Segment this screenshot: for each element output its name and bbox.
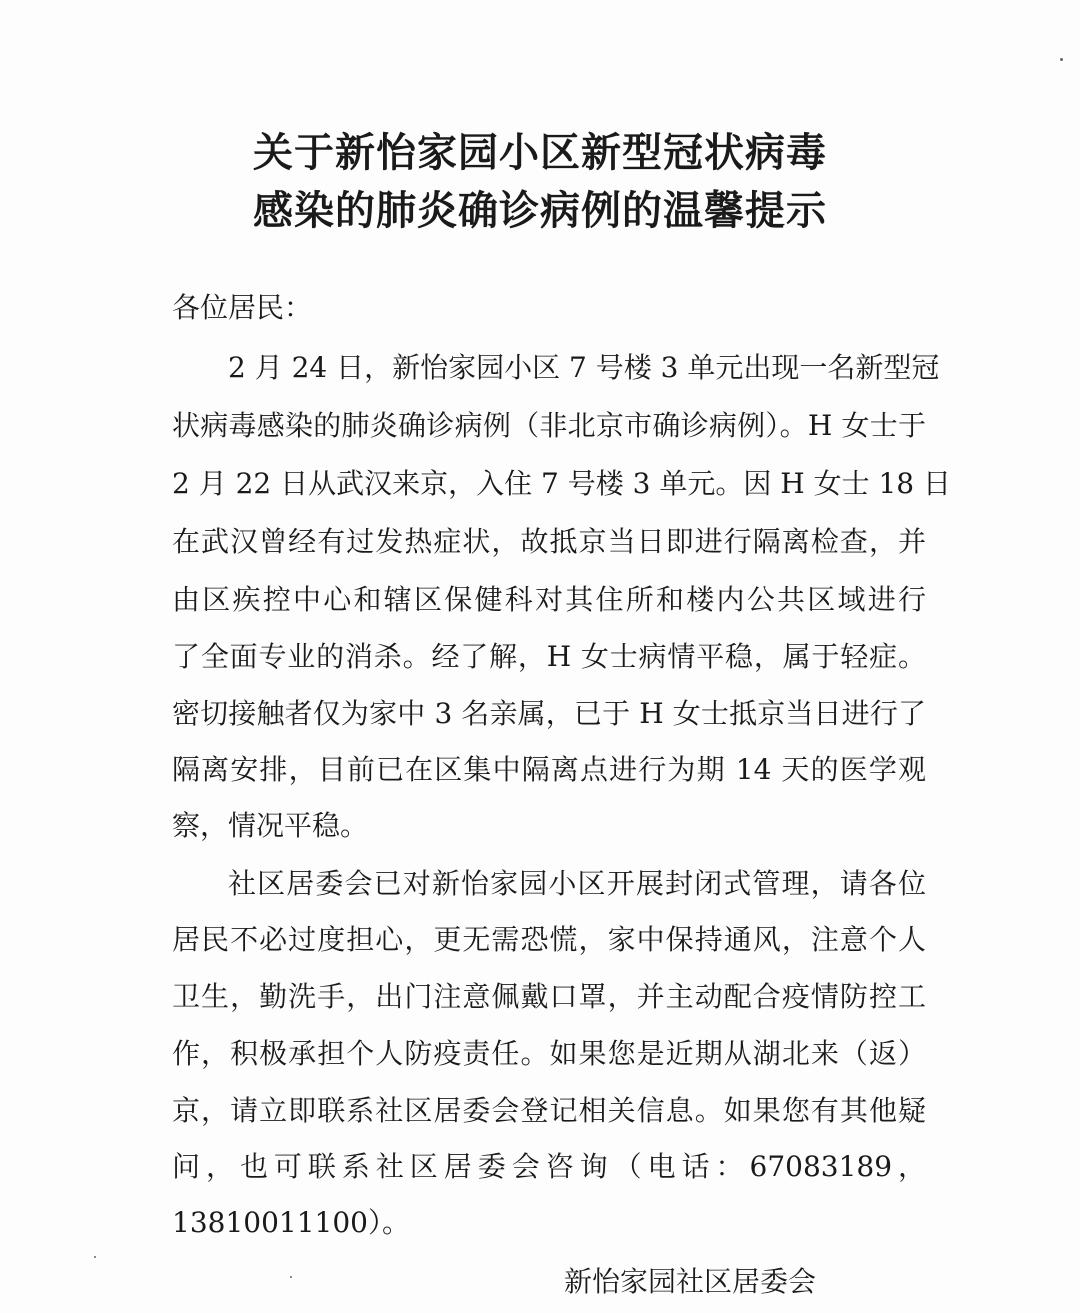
document-title-line-1: 关于新怡家园小区新型冠状病毒	[253, 129, 827, 176]
paragraph-1-line: 了全面专业的消杀。经了解，H 女士病情平稳，属于轻症。	[172, 640, 926, 673]
paragraph-2-line: 13810011100）。	[172, 1206, 410, 1239]
salutation: 各位居民：	[172, 291, 313, 324]
scan-speck	[1060, 58, 1063, 61]
paragraph-1-line: 密切接触者仅为家中 3 名亲属，已于 H 女士抵京当日进行了	[172, 697, 926, 730]
scan-speck	[94, 1256, 96, 1258]
paragraph-2-line: 社区居委会已对新怡家园小区开展封闭式管理，请各位	[228, 867, 926, 900]
paragraph-1-line: 在武汉曾经有过发热症状，故抵京当日即进行隔离检查，并	[172, 525, 926, 558]
paragraph-1-line: 由区疾控中心和辖区保健科对其住所和楼内公共区域进行	[172, 583, 926, 616]
signature-committee: 新怡家园社区居委会	[564, 1265, 817, 1298]
paragraph-1-line: 2 月 22 日从武汉来京，入住 7 号楼 3 单元。因 H 女士 18 日	[172, 467, 952, 500]
paragraph-2-line: 居民不必过度担心，更无需恐慌，家中保持通风，注意个人	[172, 923, 926, 956]
paragraph-1-line: 2 月 24 日，新怡家园小区 7 号楼 3 单元出现一名新型冠	[228, 351, 940, 384]
paragraph-1-line: 察，情况平稳。	[172, 809, 369, 842]
paragraph-1-line: 状病毒感染的肺炎确诊病例（非北京市确诊病例）。H 女士于	[172, 409, 926, 442]
paragraph-2-line: 作，积极承担个人防疫责任。如果您是近期从湖北来（返）	[172, 1037, 926, 1070]
paragraph-2-line: 卫生，勤洗手，出门注意佩戴口罩，并主动配合疫情防控工	[172, 980, 926, 1013]
paragraph-2-line: 京，请立即联系社区居委会登记相关信息。如果您有其他疑	[172, 1094, 926, 1127]
paragraph-1-line: 隔离安排，目前已在区集中隔离点进行为期 14 天的医学观	[172, 753, 926, 786]
scan-speck	[290, 1276, 292, 1278]
paragraph-2-line: 问，也可联系社区居委会咨询（电话：67083189，	[172, 1150, 926, 1183]
document-title-line-2: 感染的肺炎确诊病例的温馨提示	[253, 187, 827, 234]
